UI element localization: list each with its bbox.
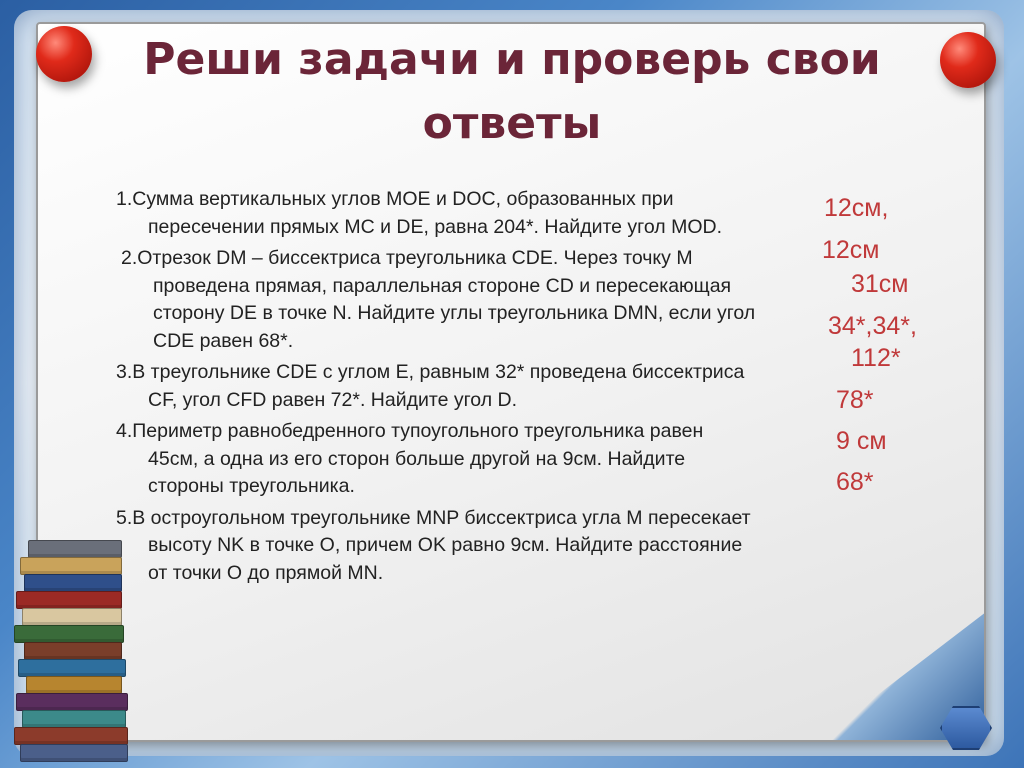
answer-text: 34*,34*, — [828, 312, 917, 340]
task-list — [116, 186, 756, 591]
task-item: 5.В остроугольном треугольнике MNP биссектриса угла M пересекает высоту NK в точке O, причем OK равно 9см. Найдите расстояние от точки O до прямой MN. — [116, 506, 751, 584]
answer-text: 12см, — [824, 194, 889, 222]
answer-text: 68* — [836, 468, 874, 496]
task-item: 2.Отрезок DM – биссектриса треугольника CDE. Через точку M проведена прямая, параллельная стороне CD и пересекающая сторону DE в точке N. Найдите углы треугольника DMN, если угол CDE равен 68*. — [121, 247, 756, 352]
answer-text: 12см — [822, 236, 880, 264]
title-line-2: ответы — [422, 98, 602, 149]
task-item: 1.Сумма вертикальных углов MOE и DOC, образованных при пересечении прямых MC и DE, равна 204*. Найдите угол MOD. — [116, 188, 722, 238]
slide-title — [0, 28, 1024, 156]
book-stack-icon — [10, 540, 140, 762]
answer-text: 112* — [851, 344, 901, 372]
answer-text: 78* — [836, 386, 874, 414]
task-item: 4.Периметр равнобедренного тупоугольного треугольника равен 45см, а одна из его сторон больше другой на 9см. Найдите стороны треугольника. — [116, 420, 704, 497]
task-item: 3.В треугольнике CDE с углом E, равным 32* проведена биссектриса CF, угол CFD равен 72*. Найдите угол D. — [116, 361, 745, 411]
answer-text: 31см — [851, 270, 909, 298]
answer-text: 9 см — [836, 427, 887, 455]
title-line-1: Реши задачи и проверь свои — [143, 34, 881, 85]
